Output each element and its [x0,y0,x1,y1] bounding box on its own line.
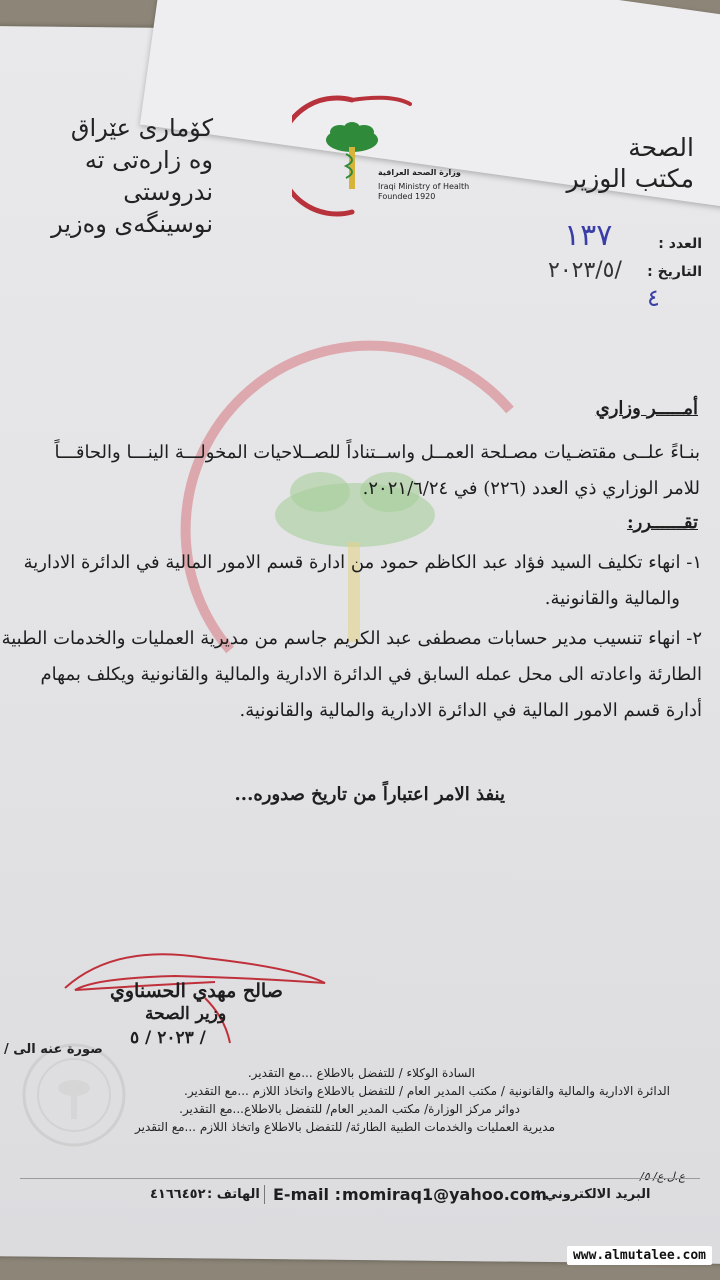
cc-title: صورة عنه الى / [4,1042,103,1057]
number-label: العدد : [658,236,702,252]
order-intro-line2: للامر الوزاري ذي العدد (٢٢٦) في ٢٠٢١/٦/٢٤. [362,478,700,499]
decision-title: تقــــــرر: [626,512,698,533]
signatory-title: وزير الصحة [145,1004,227,1024]
header-arabic [566,132,694,194]
cc-line2: الدائرة الادارية والمالية والقانونية / مكتب المدير العام / للتفضل بالاطلاع واتخاذ اللازم ...مع التقدير. [184,1084,670,1098]
email-value[interactable]: momiraq1@yahoo.com [342,1185,547,1204]
order-title: أمـــــر وزاري [595,398,698,419]
header-kurdish-line2: وه زارەتی تە ندروستی [84,146,213,206]
handwritten-day: ٤ [647,284,660,312]
header-kurdish-line3: نوسینگەی وەزیر [51,210,213,238]
logo-founded-text: Founded 1920 [378,192,436,201]
order-item1-line2: والمالية والقانونية. [544,588,680,609]
header-office: مكتب الوزير [566,164,694,193]
header-ministry: الصحة [628,133,694,162]
cc-line1: السادة الوكلاء / للتفضل بالاطلاع ...مع التقدير. [247,1066,475,1080]
cc-initials: ع.ل.ع/ ٥/ [640,1170,685,1183]
date-value: ٢٠٢٣/٥/ [548,258,622,283]
order-intro-line1: بنـاءً علــى مقتضـيات مصـلحة العمــل واســتناداً للصــلاحيات المخولـــة الينـــا والحاقـــاً [54,442,700,463]
order-item2-line1: ٢- انهاء تنسيب مدير حسابات مصطفى عبد الكريم جاسم من مديرية العمليات والخدمات الطبية [1,628,702,649]
signatory-name: صالح مهدي الحسناوي [110,980,283,1002]
site-watermark[interactable]: www.almutalee.com [567,1246,712,1265]
watermark-logo [170,320,530,680]
header-kurdish [8,112,213,240]
phone-label: الهاتف : [207,1187,260,1202]
effective-statement: ينفذ الامر اعتباراً من تاريخ صدوره... [234,784,505,805]
date-label: التاريخ : [647,264,702,280]
logo-arabic-text: وزارة الصحة العراقية [378,168,461,177]
header-kurdish-line1: كۆماری عێراق [70,114,213,142]
footer-divider [20,1178,700,1179]
logo-english-text: Iraqi Ministry of Health [378,182,470,191]
order-item2-line2: الطارئة واعادته الى محل عمله السابق في الدائرة الادارية والمالية والقانونية ويكلف بمهام [40,664,702,685]
email-arabic-label: البريد الالكتروني : [535,1187,651,1202]
phone-value: ٤١٦٦٤٥٢ [150,1187,206,1202]
cc-line3: دوائر مركز الوزارة/ مكتب المدير العام/ للتفضل بالاطلاع...مع التقدير. [179,1102,520,1116]
signature-date: ٢٠٢٣ / ٥ / [130,1028,206,1048]
handwritten-number: ١٣٧ [564,218,613,253]
watermark-palm-icon [170,320,530,680]
order-item1-line1: ١- انهاء تكليف السيد فؤاد عبد الكاظم حمود من ادارة قسم الامور المالية في الدائرة الادارية [23,552,702,573]
ministry-logo [292,92,470,217]
email-label: E-mail : [264,1185,341,1204]
cc-line4: مديرية العمليات والخدمات الطبية الطارئة/ للتفضل بالاطلاع واتخاذ اللازم ...مع التقدير [134,1120,555,1134]
order-item2-line3: أدارة قسم الامور المالية في الدائرة الادارية والمالية والقانونية. [239,700,702,721]
